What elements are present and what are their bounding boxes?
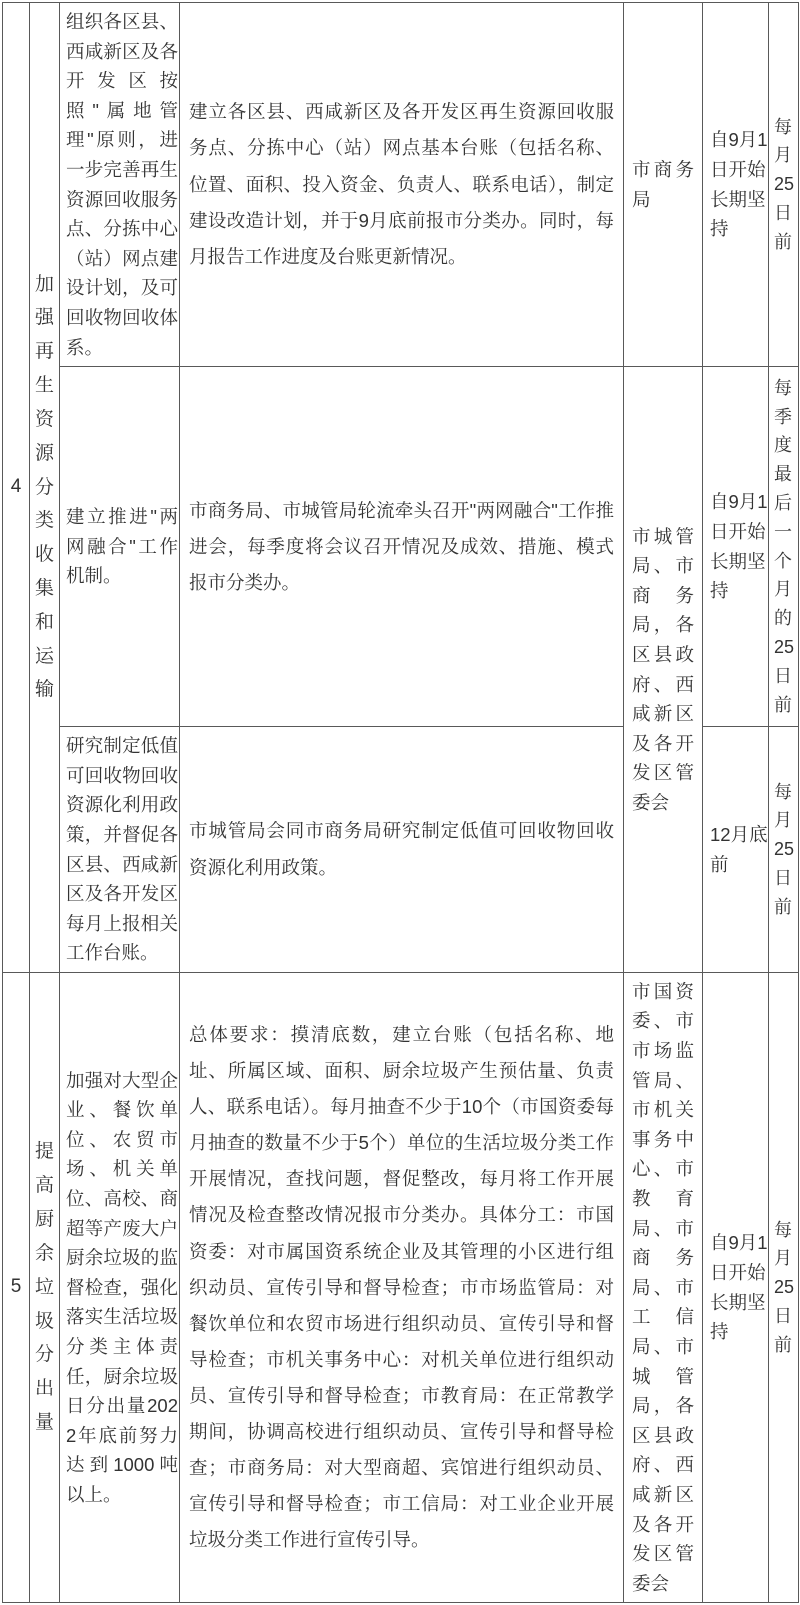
task-cell: 建立推进"两网融合"工作机制。 bbox=[60, 367, 180, 727]
start-time-cell: 12月底前 bbox=[703, 727, 769, 973]
task-cell: 加强对大型企业、餐饮单位、农贸市场、机关单位、高校、商超等产废大户厨余垃圾的监督检查，强化落实生活垃圾分类主体责任，厨余垃圾日分出量2022年底前努力达到1000吨以上。 bbox=[60, 972, 180, 1602]
section-category: 提高厨余垃圾分出量 bbox=[30, 972, 60, 1602]
deadline-cell: 每月25日前 bbox=[769, 972, 799, 1602]
task-cell: 组织各区县、西咸新区及各开发区按照"属地管理"原则，进一步完善再生资源回收服务点、分拣中心（站）网点建设计划，及可回收物回收体系。 bbox=[60, 3, 180, 367]
start-time-cell: 自9月1日开始长期坚持 bbox=[703, 972, 769, 1602]
deadline-cell: 每月25日前 bbox=[769, 727, 799, 973]
task-table bbox=[2, 2, 799, 1603]
department-cell: 市国资委、市市场监管局、市机关事务中心、市教育局、市商务局、市工信局、市城管局，各区县政府、西咸新区及各开发区管委会 bbox=[624, 972, 703, 1602]
deadline-cell: 每季度最后一个月的25日前 bbox=[769, 367, 799, 727]
section-number: 4 bbox=[3, 3, 30, 973]
table-row bbox=[3, 3, 799, 367]
measure-cell: 总体要求：摸清底数，建立台账（包括名称、地址、所属区域、面积、厨余垃圾产生预估量、负责人、联系电话）。每月抽查不少于10个（市国资委每月抽查的数量不少于5个）单位的生活垃圾分类工作开展情况，查找问题，督促整改，每月将工作开展情况及检查整改情况报市分类办。具体分工：市国资委：对市属国资系统企业及其管理的小区进行组织动员、宣传引导和督导检查；市市场监管局：对餐饮单位和农贸市场进行组织动员、宣传引导和督导检查；市机关事务中心：对机关单位进行组织动员、宣传引导和督导检查；市教育局：在正常教学期间，协调高校进行组织动员、宣传引导和督导检查；市商务局：对大型商超、宾馆进行组织动员、宣传引导和督导检查；市工信局：对工业企业开展垃圾分类工作进行宣传引导。 bbox=[180, 972, 624, 1602]
measure-cell: 市城管局会同市商务局研究制定低值可回收物回收资源化利用政策。 bbox=[180, 727, 624, 973]
department-cell: 市城管局、市商务局，各区县政府、西咸新区及各开发区管委会 bbox=[624, 367, 703, 973]
table-row bbox=[3, 367, 799, 727]
section-number: 5 bbox=[3, 972, 30, 1602]
start-time-cell: 自9月1日开始长期坚持 bbox=[703, 367, 769, 727]
deadline-cell: 每月25日前 bbox=[769, 3, 799, 367]
department-cell: 市商务局 bbox=[624, 3, 703, 367]
section-category: 加强再生资源分类收集和运输 bbox=[30, 3, 60, 973]
measure-cell: 建立各区县、西咸新区及各开发区再生资源回收服务点、分拣中心（站）网点基本台账（包括名称、位置、面积、投入资金、负责人、联系电话），制定建设改造计划，并于9月底前报市分类办。同时，每月报告工作进度及台账更新情况。 bbox=[180, 3, 624, 367]
table-row bbox=[3, 972, 799, 1602]
measure-cell: 市商务局、市城管局轮流牵头召开"两网融合"工作推进会，每季度将会议召开情况及成效、措施、模式报市分类办。 bbox=[180, 367, 624, 727]
start-time-cell: 自9月1日开始长期坚持 bbox=[703, 3, 769, 367]
task-cell: 研究制定低值可回收物回收资源化利用政策，并督促各区县、西咸新区及各开发区每月上报相关工作台账。 bbox=[60, 727, 180, 973]
